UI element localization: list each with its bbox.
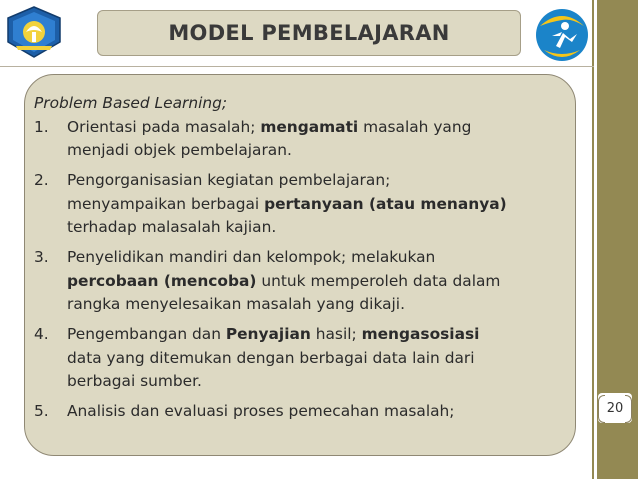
text-segment: data yang ditemukan dengan berbagai data lain dari bbox=[67, 348, 475, 367]
text-segment: Analisis dan evaluasi proses pemecahan masalah; bbox=[67, 402, 455, 420]
list-item-text bbox=[67, 248, 500, 313]
text-segment: Pengorganisasian kegiatan pembelajaran; bbox=[67, 171, 391, 189]
list-item bbox=[34, 246, 574, 317]
list-item bbox=[34, 323, 574, 394]
list-item-number: 5. bbox=[34, 402, 49, 420]
kurikulum-2013-logo-icon bbox=[532, 6, 592, 64]
title-banner bbox=[97, 10, 521, 56]
list-item-number: 1. bbox=[34, 117, 49, 136]
list-item-text bbox=[67, 118, 471, 160]
list-item-number: 2. bbox=[34, 171, 49, 189]
text-segment: Penyelidikan mandiri dan kelompok; melakukan bbox=[67, 248, 436, 266]
text-segment: untuk memperoleh data dalam bbox=[256, 271, 501, 290]
page-number-badge bbox=[598, 393, 632, 423]
text-segment: rangka menyelesaikan masalah yang dikaji. bbox=[67, 295, 405, 313]
emphasis-text: mengamati bbox=[260, 117, 359, 136]
emphasis-text: mengasosiasi bbox=[361, 325, 480, 343]
text-segment: masalah yang bbox=[358, 117, 472, 136]
text-segment: berbagai sumber. bbox=[67, 372, 202, 390]
text-segment: menyampaikan berbagai bbox=[67, 194, 265, 213]
emphasis-text: Penyajian bbox=[225, 325, 311, 343]
content-body bbox=[34, 92, 574, 430]
page-number: 20 bbox=[606, 400, 624, 416]
list-item-number: 4. bbox=[34, 325, 49, 343]
emphasis-text: percobaan (mencoba) bbox=[67, 271, 257, 290]
list-item-text bbox=[67, 402, 455, 420]
right-accent-line bbox=[592, 0, 594, 479]
intro-heading: Problem Based Learning; bbox=[34, 94, 228, 112]
steps-list bbox=[34, 116, 574, 424]
header-divider bbox=[0, 66, 594, 67]
text-segment: Orientasi pada masalah; bbox=[67, 117, 261, 136]
list-item-text bbox=[67, 325, 479, 390]
list-item bbox=[34, 169, 574, 240]
text-segment: terhadap malasalah kajian. bbox=[67, 218, 277, 236]
text-segment: hasil; bbox=[310, 325, 362, 343]
list-item-text bbox=[67, 171, 507, 236]
text-segment: Pengembangan dan bbox=[67, 325, 226, 343]
list-item bbox=[34, 400, 574, 424]
emphasis-text: pertanyaan (atau menanya) bbox=[264, 194, 507, 213]
text-segment: menjadi objek pembelajaran. bbox=[67, 141, 292, 159]
tut-wuri-handayani-emblem-icon bbox=[6, 6, 62, 58]
page-title: MODEL PEMBELAJARAN bbox=[168, 21, 450, 45]
list-item-number: 3. bbox=[34, 248, 49, 266]
list-item bbox=[34, 116, 574, 163]
